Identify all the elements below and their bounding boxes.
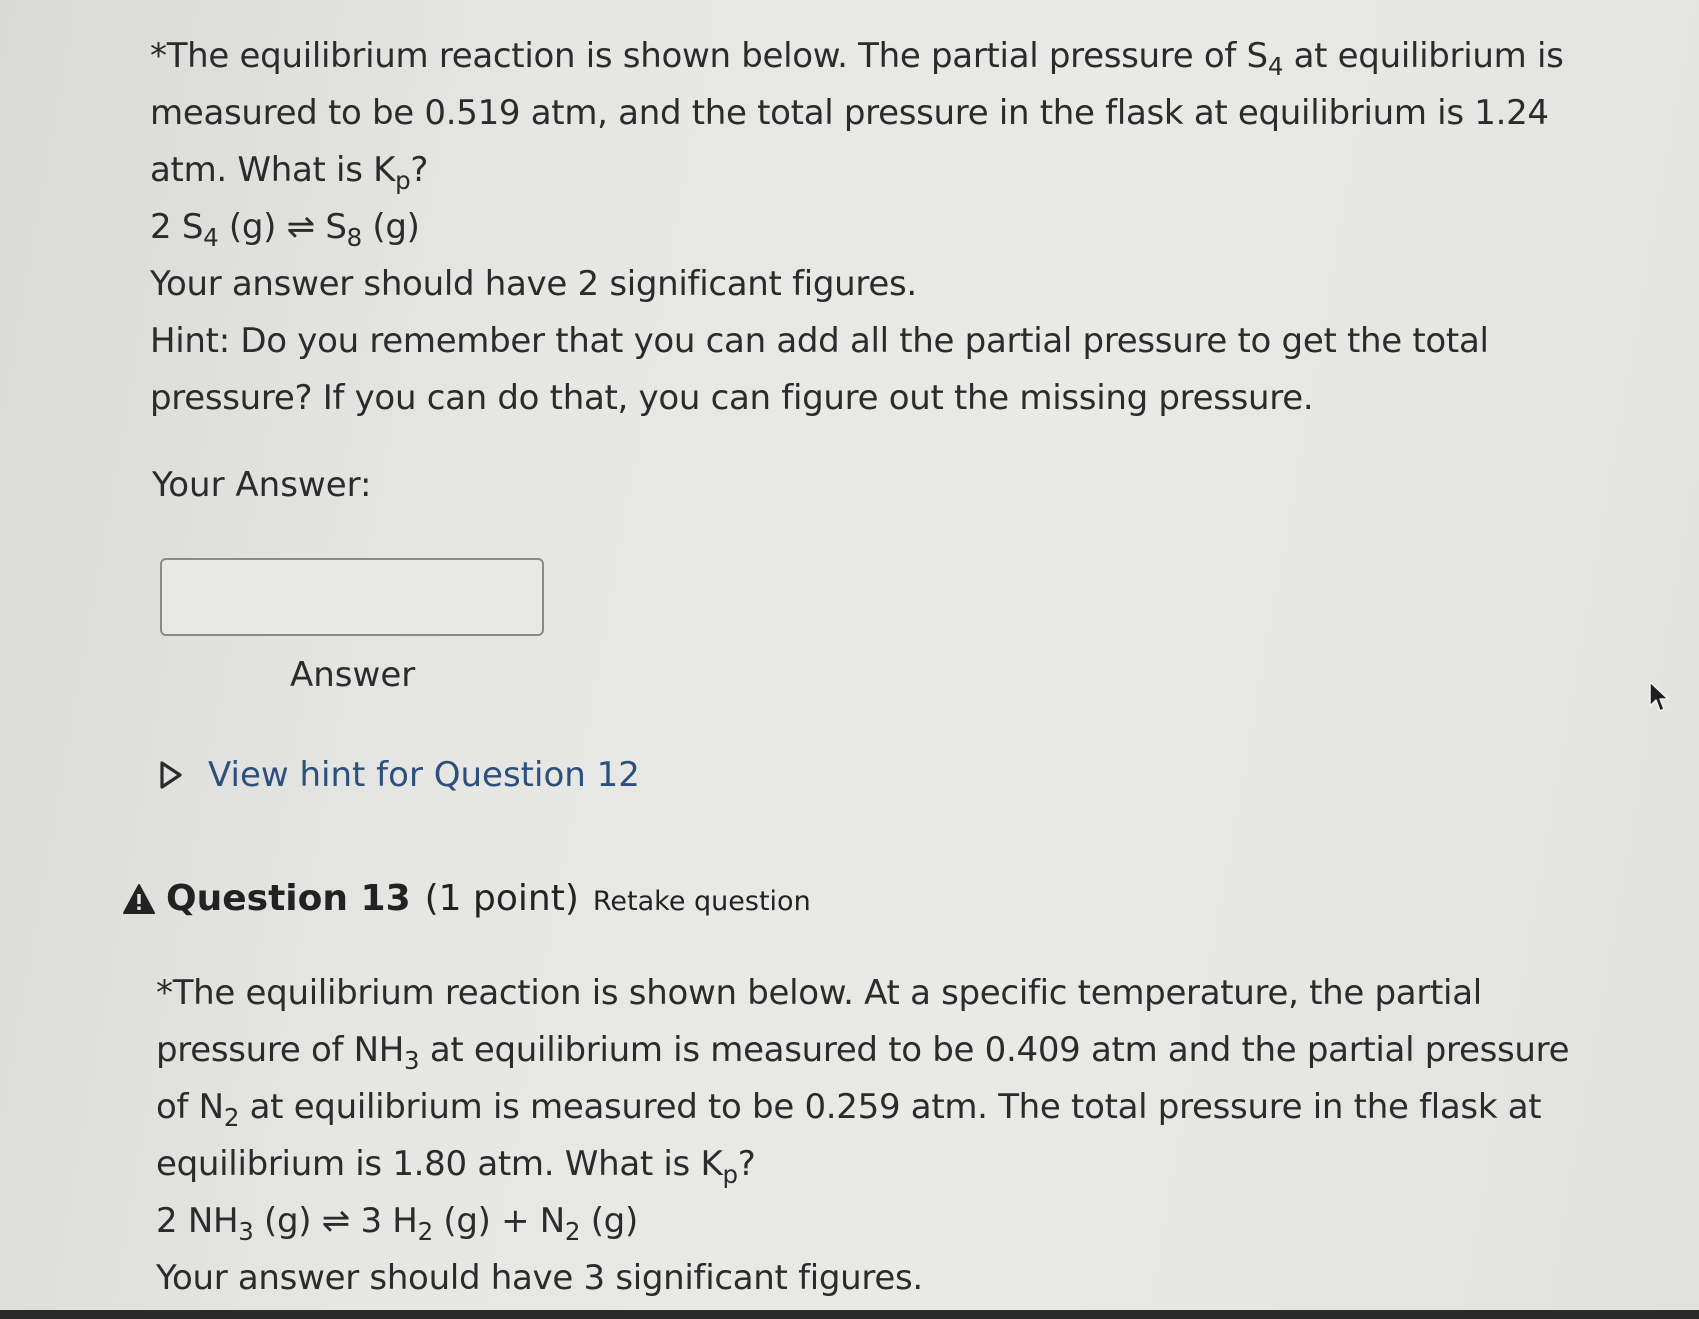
- retake-question-link[interactable]: Retake question: [592, 886, 811, 917]
- triangle-right-icon: [158, 760, 184, 790]
- question-13-title: Question 13: [166, 878, 411, 919]
- answer-input[interactable]: [160, 558, 544, 636]
- view-hint-link[interactable]: View hint for Question 12: [208, 755, 640, 795]
- q13-sig-figs: Your answer should have 3 significant figures.: [156, 1258, 923, 1298]
- your-answer-label: Your Answer:: [152, 465, 372, 505]
- screen-bottom-bezel: [0, 1310, 1699, 1319]
- q13-line-3: of $N_2$ at equilibrium is measured to be 0.259 atm. The total pressure in the flask at: [156, 1087, 1542, 1132]
- q12-sig-figs: Your answer should have 2 significant figures.: [150, 264, 917, 304]
- q13-equation: 2 $NH_3$ (g) ⇌ 3 $H_2$ $(g) + N_2$ (g): [156, 1201, 638, 1246]
- warning-triangle-icon: [122, 883, 156, 915]
- q13-line-4: equilibrium is 1.80 atm. What is $K_p$?: [156, 1144, 756, 1189]
- answer-caption: Answer: [290, 655, 416, 695]
- q12-line-2: measured to be 0.519 atm, and the total pressure in the flask at equilibrium is 1.24: [150, 93, 1549, 133]
- q13-line-1: *The equilibrium reaction is shown below. At a specific temperature, the partial: [156, 973, 1482, 1013]
- question-13-header: [122, 878, 811, 919]
- q12-hint-line-2: pressure? If you can do that, you can figure out the missing pressure.: [150, 378, 1314, 418]
- question-12-text: [150, 28, 1570, 427]
- q13-line-2: pressure of $NH_3$ at equilibrium is measured to be 0.409 atm and the partial pressure: [156, 1030, 1570, 1075]
- q12-hint-line-1: Hint: Do you remember that you can add all the partial pressure to get the total: [150, 321, 1489, 361]
- q12-line-1: *The equilibrium reaction is shown below. The partial pressure of $S_4$ at equilibrium is: [150, 36, 1564, 81]
- q12-line-3: atm. What is $K_p$?: [150, 150, 429, 195]
- q12-equation: 2 $S_4$ (g) ⇌ $S_8$ (g): [150, 207, 420, 252]
- mouse-cursor-icon: [1648, 680, 1670, 714]
- view-hint-toggle[interactable]: [158, 755, 640, 795]
- question-13-text: [156, 965, 1576, 1307]
- question-13-points: (1 point): [424, 878, 579, 919]
